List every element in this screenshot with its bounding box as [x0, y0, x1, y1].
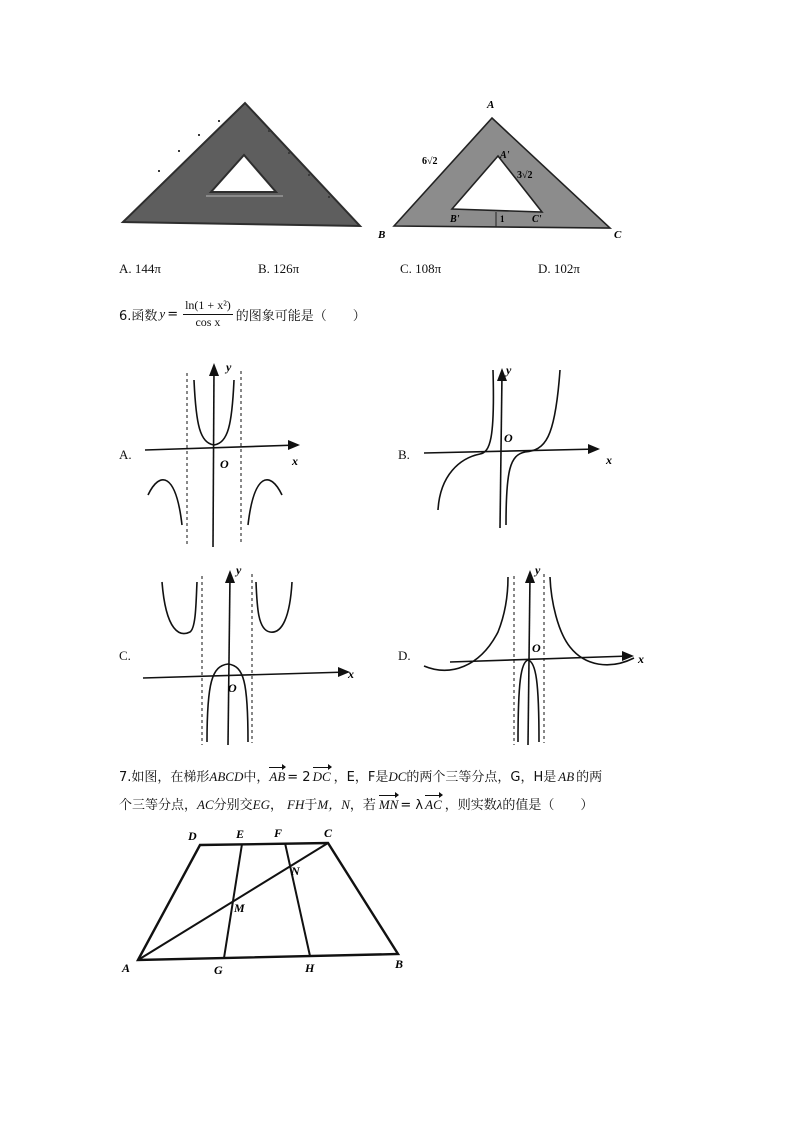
vertex-B-prime: B' — [450, 214, 460, 225]
q7-vector-ab: AB — [269, 769, 286, 784]
graph-a-y: y — [226, 360, 232, 374]
graph-b-origin: O — [504, 431, 513, 445]
q7-text: 中， — [243, 770, 270, 785]
graph-d-y: y — [535, 563, 541, 577]
q7-text: 的两个三等分点，G，H是 — [406, 770, 557, 785]
graph-a-origin: O — [220, 457, 229, 471]
q7-trapezoid-name: ABCD — [209, 769, 244, 784]
vertex-A-prime: A' — [500, 150, 510, 161]
q7-segment-fh: FH — [287, 797, 305, 812]
q6-suffix: 的图象可能是（ ） — [235, 308, 366, 324]
q5-option-d: D. 102π — [538, 261, 580, 276]
q6-fraction — [183, 298, 233, 330]
q7-text: 个三等分点， — [119, 798, 198, 813]
trapezoid-figure — [118, 822, 418, 982]
q6-denominator: cos x — [195, 314, 221, 329]
vertex-C: C — [614, 229, 622, 241]
graph-a — [140, 355, 315, 550]
vertex-B: B — [378, 229, 386, 241]
graph-c-origin: O — [228, 681, 237, 695]
q5-option-b: B. 126π — [258, 261, 300, 276]
vertex-A: A — [487, 99, 495, 111]
label-C: C — [324, 826, 333, 840]
q5-option-c: C. 108π — [400, 261, 442, 276]
q7-text: = 2 — [287, 770, 311, 785]
q7-text: 分别交 — [213, 798, 253, 813]
q7-segment-dc: DC — [388, 769, 407, 784]
label-G: G — [214, 963, 223, 977]
graph-b-x: x — [606, 453, 612, 467]
graph-d — [420, 562, 650, 747]
graph-b-y: y — [506, 363, 512, 377]
graph-d-origin: O — [532, 641, 541, 655]
graph-c-label: C. — [119, 648, 131, 663]
q7-segment-eg: EG — [252, 797, 270, 812]
graph-c-y: y — [236, 563, 242, 577]
q7-text: 于 — [304, 798, 318, 813]
dim-left: 6√2 — [422, 156, 438, 167]
label-N: N — [291, 864, 300, 878]
q7-line-2 — [119, 794, 593, 813]
q7-text: ， — [270, 798, 284, 813]
q7-text: 的两 — [576, 770, 603, 785]
graph-c — [140, 562, 360, 747]
graph-a-x: x — [292, 454, 298, 468]
q7-text: ，若 — [349, 798, 376, 813]
q5-option-a: A. 144π — [119, 261, 161, 276]
q7-vector-mn: MN — [378, 797, 399, 812]
dim-gap: 1 — [500, 214, 505, 224]
set-square-photo — [118, 100, 363, 235]
label-H: H — [305, 961, 315, 975]
label-E: E — [236, 827, 245, 841]
q7-vector-ac: AC — [425, 797, 442, 812]
q7-vector-dc: DC — [312, 769, 331, 784]
q7-points-mn: M，N — [317, 797, 350, 812]
q7-lambda: λ — [496, 797, 503, 812]
q7-text: 7.如图，在梯形 — [119, 770, 210, 785]
graph-a-label: A. — [119, 447, 132, 462]
dim-inner-right: 3√2 — [517, 170, 533, 181]
graph-b — [420, 360, 620, 530]
q7-text: = λ — [400, 798, 424, 813]
graph-d-x: x — [638, 652, 644, 666]
q7-text: ，E，F是 — [333, 770, 389, 785]
label-F: F — [274, 826, 283, 840]
q7-segment-ab: AB — [558, 769, 575, 784]
graph-c-x: x — [348, 667, 354, 681]
label-D: D — [188, 829, 197, 843]
label-B: B — [395, 957, 404, 971]
q6-func-y: y — [159, 306, 166, 322]
label-A: A — [122, 961, 131, 975]
q6-prefix: 6.函数 — [119, 308, 158, 324]
graph-d-label: D. — [398, 648, 411, 663]
q6-eq: = — [167, 306, 179, 322]
trapezoid-frame-figure — [372, 96, 632, 246]
q7-text: 的值是（ ） — [502, 798, 594, 813]
label-M: M — [234, 901, 245, 915]
vertex-C-prime: C' — [532, 214, 542, 225]
graph-b-label: B. — [398, 447, 410, 462]
q6-question — [119, 298, 366, 330]
q7-segment-ac: AC — [197, 797, 214, 812]
q7-line-1 — [119, 766, 602, 785]
q7-text: ，则实数 — [444, 798, 497, 813]
q6-numerator: ln(1 + x²) — [183, 298, 233, 315]
